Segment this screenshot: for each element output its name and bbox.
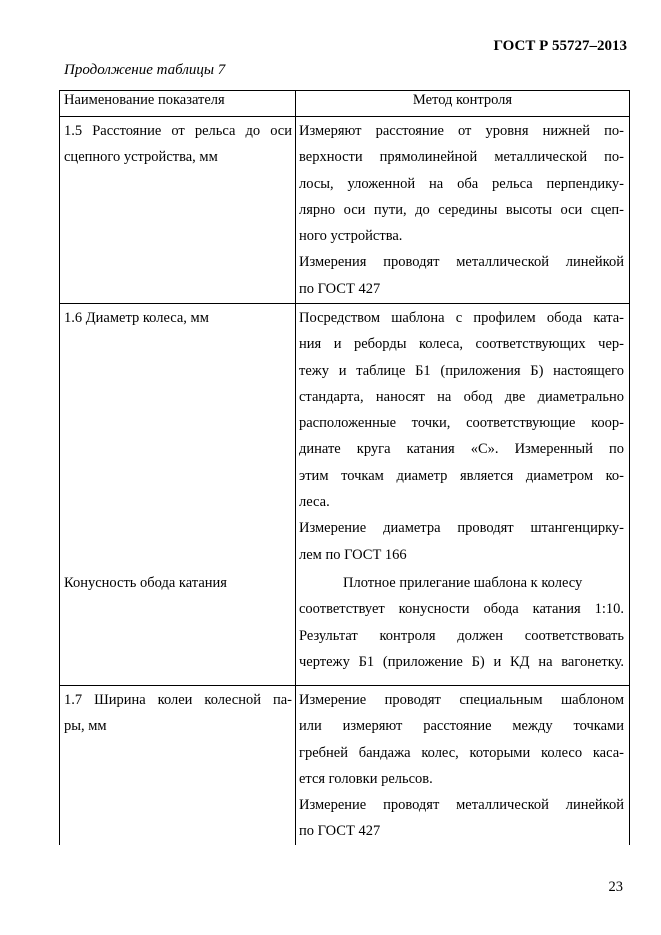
text-line: верхности прямолинейной металлической по-: [299, 149, 624, 166]
text-line: 1.6 Диаметр колеса, мм: [64, 310, 209, 326]
text-line: Конусность обода катания: [64, 575, 227, 591]
table-caption: Продолжение таблицы 7: [64, 62, 226, 78]
text-line: ния и реборды колеса, соответствующих чер-: [299, 336, 624, 353]
table-border-left: [59, 90, 60, 845]
text-line: динате круга катания «С». Измеренный по: [299, 441, 624, 458]
header-divider: [59, 116, 630, 117]
text-line: Измерение проводят металлической линейкой: [299, 797, 624, 814]
row-1-7-method: [299, 687, 624, 845]
table-border-top: [59, 90, 630, 91]
text-line: соответствует конусности обода катания 1:10.: [299, 601, 624, 618]
row-1-5-name: [64, 118, 292, 171]
page-number: 23: [608, 879, 623, 895]
text-line: ры, мм: [64, 718, 107, 735]
table-column-divider: [295, 90, 296, 845]
text-line: Измерение проводят специальным шаблоном: [299, 692, 624, 708]
text-line: Плотное прилегание шаблона к колесу: [343, 575, 583, 591]
column-header-name: Наименование показателя: [64, 92, 225, 108]
text-line: Посредством шаблона с профилем обода ката-: [299, 310, 624, 326]
row-1-6-method: [299, 305, 624, 568]
row-divider: [59, 303, 630, 304]
text-line: по ГОСТ 427: [299, 280, 381, 297]
row-divider: [59, 685, 630, 686]
text-line: по ГОСТ 427: [299, 823, 381, 840]
text-line: 1.5 Расстояние от рельса до оси: [64, 123, 292, 139]
text-line: расположенные точки, соответствующие коор-: [299, 415, 624, 432]
text-line: ного устройства.: [299, 228, 403, 245]
text-line: лем по ГОСТ 166: [299, 546, 407, 563]
text-line: Измерения проводят металлической линейкой: [299, 254, 624, 271]
text-line: ется головки рельсов.: [299, 770, 433, 787]
text-line: или измеряют расстояние между точками: [299, 718, 624, 735]
row-1-6-sub-method: [299, 570, 624, 675]
row-1-5-method: [299, 118, 624, 302]
text-line: лярно оси пути, до середины высоты оси сцеп-: [299, 201, 624, 218]
text-line: сцепного устройства, мм: [64, 149, 218, 166]
text-line: Результат контроля должен соответствовать: [299, 627, 624, 644]
document-code: ГОСТ Р 55727–2013: [493, 38, 627, 54]
text-line: гребней бандажа колес, которыми колесо каса-: [299, 744, 624, 761]
text-line: леса.: [299, 494, 330, 511]
text-line: 1.7 Ширина колеи колесной па-: [64, 692, 292, 708]
text-line: Измерение диаметра проводят штангенцирку-: [299, 520, 624, 537]
table-border-right: [629, 90, 630, 845]
text-line: Измеряют расстояние от уровня нижней по-: [299, 123, 624, 139]
text-line: лосы, уложенной на оба рельса перпендику-: [299, 175, 624, 192]
row-1-6-sub-name: [64, 570, 292, 596]
column-header-method: Метод контроля: [412, 92, 513, 108]
text-line: стандарта, наносят на обод две диаметрально: [299, 388, 624, 405]
text-line: тежу и таблице Б1 (приложения Б) настоящего: [299, 362, 624, 379]
row-1-6-name: [64, 305, 292, 331]
text-line: этим точкам диаметр является диаметром ко-: [299, 467, 624, 484]
row-1-7-name: [64, 687, 292, 740]
text-line: чертежу Б1 (приложение Б) и КД на вагонетку.: [299, 653, 624, 670]
